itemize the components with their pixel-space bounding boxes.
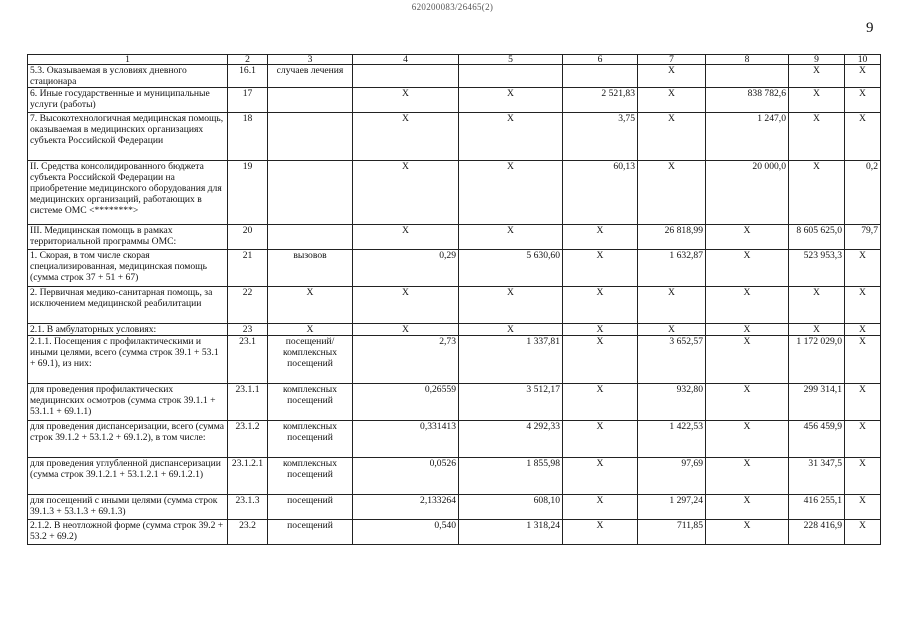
value-cell: 31 347,5 [789,458,845,495]
value-cell: X [706,384,789,421]
column-header: 2 [228,55,268,65]
value-cell: X [353,88,459,113]
value-cell: X [563,225,638,250]
table-row [28,495,881,520]
table-row [28,458,881,495]
value-cell: X [789,65,845,88]
value-cell: 523 953,3 [789,250,845,287]
table-row [28,113,881,161]
value-cell: 3 512,17 [459,384,563,421]
value-cell: X [845,520,881,545]
value-cell: X [845,113,881,161]
value-cell: X [353,161,459,225]
value-cell: 0,540 [353,520,459,545]
value-cell: 0,331413 [353,421,459,458]
row-label-cell: II. Средства консолидированного бюджета субъекта Российской Федерации на приобретение медицинского оборудования для медицинских организаций, работающих в системе ОМС <********> [28,161,228,225]
value-cell: 0,29 [353,250,459,287]
table-row [28,161,881,225]
line-number-cell: 23.2 [228,520,268,545]
column-header: 5 [459,55,563,65]
unit-cell [268,161,353,225]
value-cell: X [638,113,706,161]
row-label-cell: III. Медицинская помощь в рамках территориальной программы ОМС: [28,225,228,250]
value-cell: 3 652,57 [638,336,706,384]
value-cell: X [706,458,789,495]
value-cell: X [845,250,881,287]
value-cell: 5 630,60 [459,250,563,287]
value-cell: X [789,88,845,113]
value-cell: X [638,161,706,225]
value-cell: 1 318,24 [459,520,563,545]
row-label-cell: 2.1. В амбулаторных условиях: [28,324,228,336]
value-cell [563,65,638,88]
value-cell: X [706,250,789,287]
table-row [28,250,881,287]
value-cell: X [706,324,789,336]
row-label-cell: 5.3. Оказываемая в условиях дневного стационара [28,65,228,88]
table-header-row [28,55,881,65]
value-cell: X [789,161,845,225]
table-row [28,421,881,458]
value-cell: X [845,65,881,88]
unit-cell [268,225,353,250]
line-number-cell: 20 [228,225,268,250]
value-cell: 60,13 [563,161,638,225]
value-cell: 4 292,33 [459,421,563,458]
value-cell: X [563,520,638,545]
value-cell: X [789,113,845,161]
value-cell [706,65,789,88]
unit-cell: комплексных посещений [268,458,353,495]
value-cell: 0,2 [845,161,881,225]
value-cell: X [353,287,459,324]
value-cell: 1 297,24 [638,495,706,520]
line-number-cell: 23 [228,324,268,336]
table-row [28,384,881,421]
value-cell: X [563,336,638,384]
row-label-cell: для проведения углубленной диспансеризации (сумма строк 39.1.2.1 + 53.1.2.1 + 69.1.2.1) [28,458,228,495]
value-cell: X [353,324,459,336]
value-cell [353,65,459,88]
line-number-cell: 16.1 [228,65,268,88]
value-cell: X [845,384,881,421]
unit-cell: X [268,324,353,336]
line-number-cell: 23.1.2 [228,421,268,458]
value-cell: 2,133264 [353,495,459,520]
value-cell: 1 632,87 [638,250,706,287]
value-cell: X [638,88,706,113]
value-cell: 608,10 [459,495,563,520]
value-cell: X [845,287,881,324]
column-header: 3 [268,55,353,65]
value-cell: 456 459,9 [789,421,845,458]
row-label-cell: 2.1.1. Посещения с профилактическими и иными целями, всего (сумма строк 39.1 + 53.1 + 69.1), из них: [28,336,228,384]
line-number-cell: 23.1.1 [228,384,268,421]
value-cell: X [789,324,845,336]
value-cell: X [845,336,881,384]
value-cell: 416 255,1 [789,495,845,520]
value-cell: 2 521,83 [563,88,638,113]
value-cell: 0,0526 [353,458,459,495]
value-cell: 228 416,9 [789,520,845,545]
row-label-cell: для проведения диспансеризации, всего (сумма строк 39.1.2 + 53.1.2 + 69.1.2), в том числе: [28,421,228,458]
unit-cell [268,113,353,161]
value-cell: X [459,324,563,336]
value-cell: 2,73 [353,336,459,384]
value-cell: X [845,458,881,495]
unit-cell: посещений [268,495,353,520]
value-cell: X [563,495,638,520]
table-row [28,336,881,384]
row-label-cell: 2. Первичная медико-санитарная помощь, за исключением медицинской реабилитации [28,287,228,324]
value-cell: 1 855,98 [459,458,563,495]
unit-cell: комплексных посещений [268,384,353,421]
value-cell [459,65,563,88]
value-cell: X [638,65,706,88]
line-number-cell: 18 [228,113,268,161]
value-cell: X [459,113,563,161]
column-header: 8 [706,55,789,65]
value-cell: X [706,421,789,458]
column-header: 7 [638,55,706,65]
value-cell: X [459,287,563,324]
row-label-cell: 6. Иные государственные и муниципальные услуги (работы) [28,88,228,113]
value-cell: X [789,287,845,324]
column-header: 9 [789,55,845,65]
value-cell: 20 000,0 [706,161,789,225]
value-cell: X [706,225,789,250]
value-cell: 79,7 [845,225,881,250]
value-cell: X [845,495,881,520]
column-header: 6 [563,55,638,65]
value-cell: 3,75 [563,113,638,161]
unit-cell: случаев лечения [268,65,353,88]
row-label-cell: для посещений с иными целями (сумма строк 39.1.3 + 53.1.3 + 69.1.3) [28,495,228,520]
value-cell: X [706,495,789,520]
unit-cell: вызовов [268,250,353,287]
unit-cell: посещений/ комплексных посещений [268,336,353,384]
column-header: 4 [353,55,459,65]
line-number-cell: 23.1.2.1 [228,458,268,495]
column-header: 10 [845,55,881,65]
page-number: 9 [866,20,874,36]
value-cell: 838 782,6 [706,88,789,113]
value-cell: X [845,324,881,336]
value-cell: X [353,113,459,161]
value-cell: X [563,287,638,324]
row-label-cell: 7. Высокотехнологичная медицинская помощь, оказываемая в медицинских организациях субъекта Российской Федерации [28,113,228,161]
value-cell: 1 172 029,0 [789,336,845,384]
value-cell: 932,80 [638,384,706,421]
table-row [28,324,881,336]
value-cell: 1 422,53 [638,421,706,458]
value-cell: X [563,250,638,287]
row-label-cell: для проведения профилактических медицинских осмотров (сумма строк 39.1.1 + 53.1.1 + 69.1.1) [28,384,228,421]
value-cell: X [638,287,706,324]
table-row [28,287,881,324]
unit-cell [268,88,353,113]
value-cell: X [353,225,459,250]
table-row [28,65,881,88]
value-cell: X [563,421,638,458]
value-cell: 1 247,0 [706,113,789,161]
line-number-cell: 17 [228,88,268,113]
line-number-cell: 22 [228,287,268,324]
value-cell: 1 337,81 [459,336,563,384]
row-label-cell: 2.1.2. В неотложной форме (сумма строк 39.2 + 53.2 + 69.2) [28,520,228,545]
data-table [27,54,881,545]
line-number-cell: 23.1 [228,336,268,384]
column-header: 1 [28,55,228,65]
row-label-cell: 1. Скорая, в том числе скорая специализированная, медицинская помощь (сумма строк 37 + 51 + 67) [28,250,228,287]
value-cell: X [706,520,789,545]
value-cell: X [706,287,789,324]
unit-cell: комплексных посещений [268,421,353,458]
line-number-cell: 21 [228,250,268,287]
value-cell: X [459,161,563,225]
value-cell: X [563,458,638,495]
value-cell: 8 605 625,0 [789,225,845,250]
table-row [28,520,881,545]
value-cell: 97,69 [638,458,706,495]
value-cell: X [845,88,881,113]
value-cell: X [845,421,881,458]
value-cell: X [459,225,563,250]
value-cell: X [706,336,789,384]
document-code: 620200083/26465(2) [411,2,494,12]
line-number-cell: 23.1.3 [228,495,268,520]
value-cell: 299 314,1 [789,384,845,421]
unit-cell: посещений [268,520,353,545]
table-row [28,225,881,250]
value-cell: X [459,88,563,113]
table-row [28,88,881,113]
value-cell: X [563,384,638,421]
value-cell: X [638,324,706,336]
value-cell: 711,85 [638,520,706,545]
value-cell: X [563,324,638,336]
value-cell: 26 818,99 [638,225,706,250]
line-number-cell: 19 [228,161,268,225]
value-cell: 0,26559 [353,384,459,421]
unit-cell: X [268,287,353,324]
